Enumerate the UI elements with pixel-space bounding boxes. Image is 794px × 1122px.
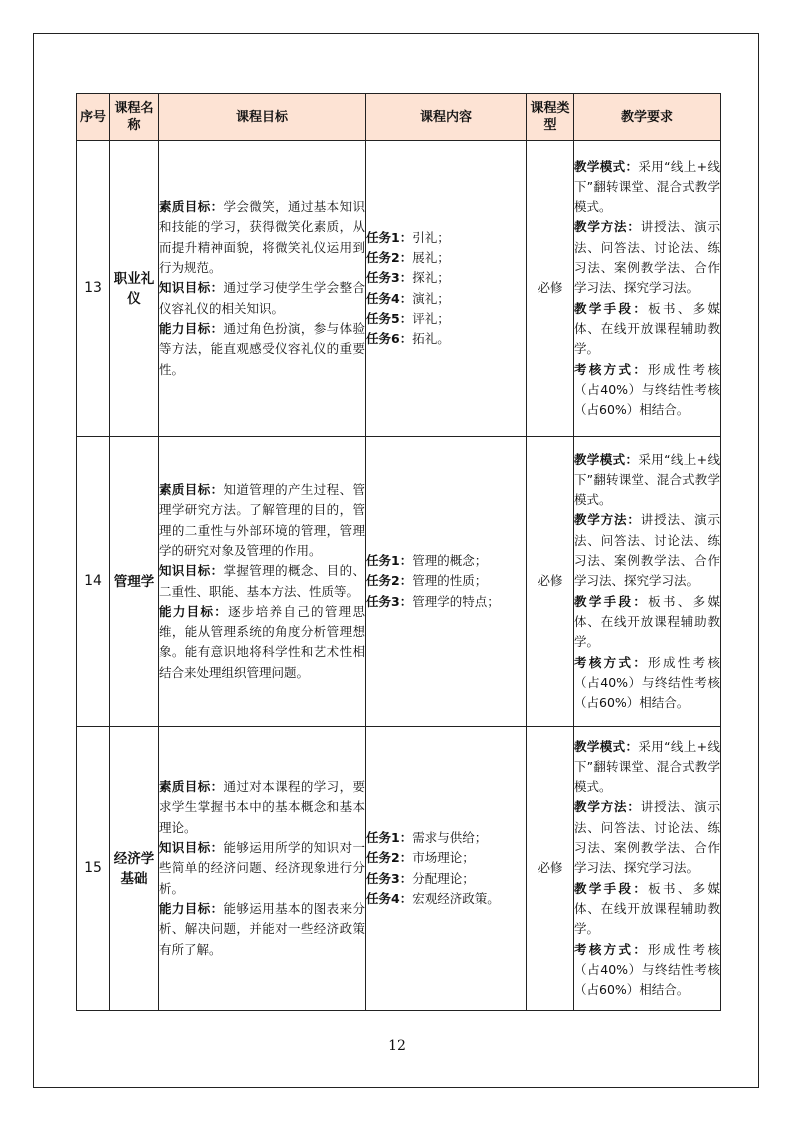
header-content: 课程内容 — [366, 94, 527, 141]
task-text: 宏观经济政策。 — [412, 890, 500, 906]
req-label: 考核方式： — [574, 654, 649, 670]
task-text: 分配理论； — [412, 870, 475, 886]
course-name: 管理学 — [110, 437, 159, 727]
header-goal: 课程目标 — [159, 94, 366, 141]
task-item — [366, 869, 526, 889]
task-item — [366, 848, 526, 868]
task-label: 任务4： — [366, 290, 413, 306]
task-label: 任务6： — [366, 331, 413, 347]
task-label: 任务2： — [366, 249, 413, 265]
table-row — [77, 727, 721, 1011]
goal-item — [159, 602, 365, 683]
task-label: 任务5： — [366, 310, 413, 326]
task-item — [366, 228, 526, 248]
task-item — [366, 571, 526, 591]
req-label: 教学模式： — [574, 451, 639, 467]
req-text: 形成性考核（占40%）与终结性考核（占60%）相结合。 — [574, 654, 720, 711]
task-text: 探礼； — [412, 270, 450, 286]
table-header-row — [77, 94, 721, 141]
req-text: 讲授法、演示法、问答法、讨论法、练习法、案例教学法、合作学习法、探究学习法。 — [574, 512, 720, 589]
task-text: 市场理论； — [412, 850, 475, 866]
task-item — [366, 329, 526, 349]
task-text: 管理的概念； — [412, 553, 488, 569]
task-label: 任务2： — [366, 573, 413, 589]
goal-text: 通过角色扮演，参与体验等方法，能直观感受仪容礼仪的重要性。 — [159, 320, 365, 377]
course-table — [76, 93, 721, 1011]
req-label: 教学方法： — [574, 219, 641, 235]
task-label: 任务1： — [366, 829, 413, 845]
req-item — [574, 510, 720, 591]
req-item — [574, 940, 720, 1001]
req-item — [574, 797, 720, 878]
goal-item — [159, 777, 365, 838]
task-label: 任务3： — [366, 593, 413, 609]
course-type: 必修 — [527, 141, 574, 437]
goal-label: 素质目标： — [159, 199, 224, 215]
course-num: 14 — [77, 437, 110, 727]
goal-item — [159, 838, 365, 899]
req-item — [574, 592, 720, 653]
req-label: 教学手段： — [574, 300, 649, 316]
req-text: 采用“线上+线下”翻转课堂、混合式教学模式。 — [574, 451, 720, 508]
course-content — [366, 727, 527, 1011]
req-text: 采用“线上+线下”翻转课堂、混合式教学模式。 — [574, 158, 720, 215]
req-label: 考核方式： — [574, 361, 649, 377]
course-name: 职业礼仪 — [110, 141, 159, 437]
goal-item — [159, 197, 365, 278]
task-text: 拓礼。 — [412, 331, 450, 347]
course-requirements — [574, 141, 721, 437]
task-item — [366, 889, 526, 909]
goal-item — [159, 899, 365, 960]
task-text: 引礼； — [412, 229, 450, 245]
course-content — [366, 141, 527, 437]
task-label: 任务3： — [366, 270, 413, 286]
goal-text: 学会微笑，通过基本知识和技能的学习，获得微笑化素质，从而提升精神面貌，将微笑礼仪运用到行为规范。 — [159, 199, 365, 276]
req-label: 教学模式： — [574, 738, 639, 754]
req-item — [574, 879, 720, 940]
page-number: 12 — [388, 1038, 406, 1054]
task-text: 管理学的特点； — [412, 593, 500, 609]
req-label: 教学方法： — [574, 512, 641, 528]
req-text: 板书、多媒体、在线开放课程辅助教学。 — [574, 593, 720, 650]
header-type: 课程类型 — [527, 94, 574, 141]
course-num: 15 — [77, 727, 110, 1011]
header-name: 课程名称 — [110, 94, 159, 141]
course-goals — [159, 727, 366, 1011]
goal-label: 素质目标： — [159, 482, 224, 498]
header-req: 教学要求 — [574, 94, 721, 141]
task-text: 评礼； — [412, 310, 450, 326]
task-label: 任务2： — [366, 850, 413, 866]
goal-text: 掌握管理的概念、目的、二重性、职能、基本方法、性质等。 — [159, 563, 365, 599]
req-item — [574, 157, 720, 218]
goal-item — [159, 561, 365, 602]
goal-label: 素质目标： — [159, 779, 224, 795]
req-item — [574, 737, 720, 798]
req-text: 讲授法、演示法、问答法、讨论法、练习法、案例教学法、合作学习法、探究学习法。 — [574, 219, 720, 296]
task-item — [366, 828, 526, 848]
goal-item — [159, 319, 365, 380]
goal-text: 逐步培养自己的管理思维，能从管理系统的角度分析管理想象。能有意识地将科学性和艺术性相结合来处理组织管理问题。 — [159, 603, 365, 680]
task-label: 任务4： — [366, 890, 413, 906]
course-name: 经济学基础 — [110, 727, 159, 1011]
goal-text: 能够运用所学的知识对一些简单的经济问题、经济现象进行分析。 — [159, 840, 365, 896]
req-text: 板书、多媒体、在线开放课程辅助教学。 — [574, 880, 720, 937]
table-row — [77, 141, 721, 437]
header-num: 序号 — [77, 94, 110, 141]
task-item — [366, 592, 526, 612]
goal-label: 能力目标： — [159, 320, 224, 336]
req-text: 板书、多媒体、在线开放课程辅助教学。 — [574, 300, 720, 357]
course-goals — [159, 141, 366, 437]
req-text: 采用“线上+线下”翻转课堂、混合式教学模式。 — [574, 738, 720, 795]
course-requirements — [574, 727, 721, 1011]
goal-text: 知道管理的产生过程、管理学研究方法。了解管理的目的，管理的二重性与外部环境的管理，管理学的研究对象及管理的作用。 — [159, 482, 365, 558]
req-label: 教学手段： — [574, 880, 649, 896]
goal-label: 能力目标： — [159, 603, 229, 619]
req-text: 讲授法、演示法、问答法、讨论法、练习法、案例教学法、合作学习法、探究学习法。 — [574, 799, 720, 876]
task-label: 任务1： — [366, 553, 413, 569]
goal-label: 知识目标： — [159, 280, 224, 296]
table-row — [77, 437, 721, 727]
goal-item — [159, 480, 365, 561]
goal-label: 能力目标： — [159, 900, 224, 916]
course-goals — [159, 437, 366, 727]
task-text: 展礼； — [412, 249, 450, 265]
req-label: 教学手段： — [574, 593, 649, 609]
req-item — [574, 450, 720, 511]
goal-text: 通过对本课程的学习，要求学生掌握书本中的基本概念和基本理论。 — [159, 779, 365, 835]
req-item — [574, 360, 720, 421]
req-label: 教学方法： — [574, 799, 641, 815]
task-text: 管理的性质； — [412, 573, 488, 589]
course-num: 13 — [77, 141, 110, 437]
req-text: 形成性考核（占40%）与终结性考核（占60%）相结合。 — [574, 361, 720, 418]
course-type: 必修 — [527, 437, 574, 727]
task-label: 任务1： — [366, 229, 413, 245]
task-item — [366, 289, 526, 309]
req-item — [574, 217, 720, 298]
goal-label: 知识目标： — [159, 840, 224, 856]
req-label: 教学模式： — [574, 158, 639, 174]
req-item — [574, 653, 720, 714]
req-text: 形成性考核（占40%）与终结性考核（占60%）相结合。 — [574, 941, 720, 998]
req-label: 考核方式： — [574, 941, 649, 957]
goal-text: 通过学习使学生学会整合仪容礼仪的相关知识。 — [159, 280, 365, 316]
task-item — [366, 248, 526, 268]
task-item — [366, 268, 526, 288]
task-text: 需求与供给； — [412, 829, 488, 845]
goal-label: 知识目标： — [159, 563, 224, 579]
req-item — [574, 299, 720, 360]
task-item — [366, 551, 526, 571]
goal-text: 能够运用基本的图表来分析、解决问题，并能对一些经济政策有所了解。 — [159, 900, 365, 957]
task-item — [366, 309, 526, 329]
course-type: 必修 — [527, 727, 574, 1011]
task-text: 演礼； — [412, 290, 450, 306]
course-content — [366, 437, 527, 727]
goal-item — [159, 278, 365, 319]
task-label: 任务3： — [366, 870, 413, 886]
course-requirements — [574, 437, 721, 727]
